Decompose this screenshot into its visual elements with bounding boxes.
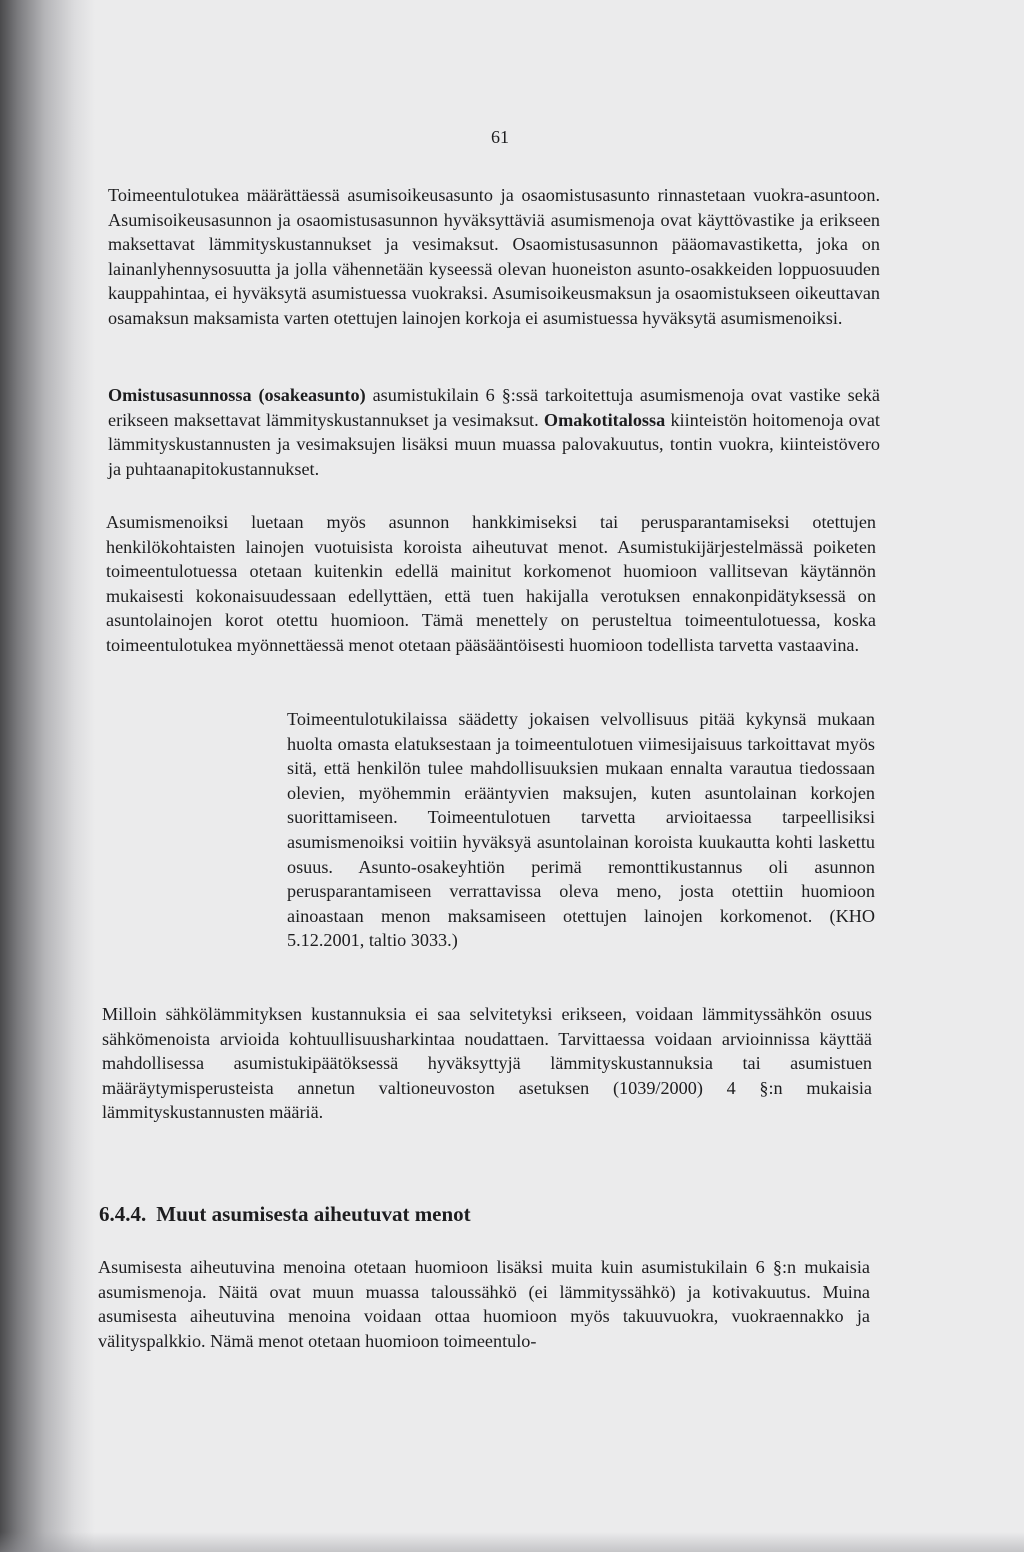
- paragraph-text: asumistukilain 6 §:ssä tarkoitettuja asumismenoja ovat vastike sekä erikseen maksettavat lämmityskustannukset ja vesimaksut.: [108, 385, 880, 430]
- paragraph-right-of-occupancy: Toimeentulotukea määrättäessä asumisoikeusasunto ja osaomistusasunto rinnastetaan vuokra-asuntoon. Asumisoikeusasunnon ja osaomistusasunnon hyväksyttäviä asumismenoja ovat käyttövastike ja erikseen maksettavat lämmityskustannukset ja vesimaksut. Osaomistusasunnon pääomavastiketta, joka on lainanlyhennysosuutta ja jolla vähennetään kyseessä olevan huoneiston asunto-osakkeiden loppuosuuden kauppahintaa, ei hyväksytä asumistuessa vuokraksi. Asumisoikeusmaksun ja osaomistukseen oikeuttavan osamaksun maksamista varten otettujen lainojen korkoja ei asumistuessa hyväksytä asumismenoiksi.: [108, 185, 880, 328]
- page-number: 61: [491, 127, 509, 147]
- paragraph-text: kiinteistön hoitomenoja ovat lämmityskustannusten ja vesimaksujen lisäksi muun muassa palovakuutus, tontin vuokra, kiinteistövero ja puhtaanapitokustannukset.: [108, 409, 880, 479]
- section-title: Muut asumisesta aiheutuvat menot: [156, 1202, 471, 1226]
- paragraph-loan-interest: Asumismenoiksi luetaan myös asunnon hankkimiseksi tai perusparantamiseksi otettujen henkilökohtaisten lainojen vuotuisista koroista aiheutuvat menot. Asumistukijärjestelmässä poiketen toimeentulotuessa otetaan kuitenkin edellä mainitut korkomenot huomioon vallitsevan käytännön mukaisesti kokonaisuudessaan edellyttäen, että tuen hakijalla verotuksen ennakonpidätyksessä on asuntolainojen korot otettu huomioon. Tämä menettely on perusteltua toimeentulotuessa, koska toimeentulotukea myönnettäessä menot otetaan pääsääntöisesti huomioon todellista tarvetta vastaavina.: [106, 512, 876, 655]
- bold-term-detached-house: Omakotitalossa: [543, 409, 666, 430]
- section-number: 6.4.4.: [99, 1202, 147, 1226]
- bold-term-owner-occupied: Omistusasunnossa (osakeasunto): [108, 385, 366, 405]
- paragraph-owner-occupied: [108, 383, 880, 481]
- book-spine-shadow: [0, 0, 95, 1552]
- paragraph-electric-heating: Milloin sähkölämmityksen kustannuksia ei saa selvitetyksi erikseen, voidaan lämmityssähkön osuus sähkömenoista arvioida kohtuullisuusharkintaa noudattaen. Tarvittaessa voidaan arvioinnissa käyttää mahdollisessa asumistukipäätöksessä hyväksyttyjä lämmityskustannuksia tai asumistuen määräytymisperusteista annetun valtioneuvoston asetuksen (1039/2000) 4 §:n mukaisia lämmityskustannusten määriä.: [102, 1004, 872, 1123]
- paragraph-other-housing-costs: Asumisesta aiheutuvina menoina otetaan huomioon lisäksi muita kuin asumistukilain 6 §:n mukaisia asumismenoja. Näitä ovat muun muassa taloussähkö (ei lämmityssähkö) ja kotivakuutus. Muina asumisesta aiheutuvina menoina voidaan ottaa huomioon myös takuuvuokra, vuokraennakko ja välityspalkkio. Nämä menot otetaan huomioon toimeentulo-: [98, 1257, 870, 1351]
- page-bottom-shadow: [0, 1532, 1024, 1552]
- section-heading: [99, 1202, 471, 1227]
- case-law-quote: Toimeentulotukilaissa säädetty jokaisen velvollisuus pitää kykynsä mukaan huolta omasta elatuksestaan ja toimeentulotuen viimesijaisuus tarkoittavat myös sitä, että henkilön tulee mahdollisuuksien mukaan ennalta varautua tiedossaan olevien, myöhemmin erääntyvien maksujen, kuten asuntolainan korkojen suorittamiseen. Toimeentulotuen tarvetta arvioitaessa tarpeellisiksi asumismenoiksi voitiin hyväksyä asuntolainan koroista kuukautta kohti laskettu osuus. Asunto-osakeyhtiön perimä remonttikustannus oli asunnon perusparantamiseen verrattavissa oleva meno, josta otettiin huomioon ainoastaan menon maksamiseen otettujen lainojen korkomenot. (KHO 5.12.2001, taltio 3033.): [287, 709, 875, 951]
